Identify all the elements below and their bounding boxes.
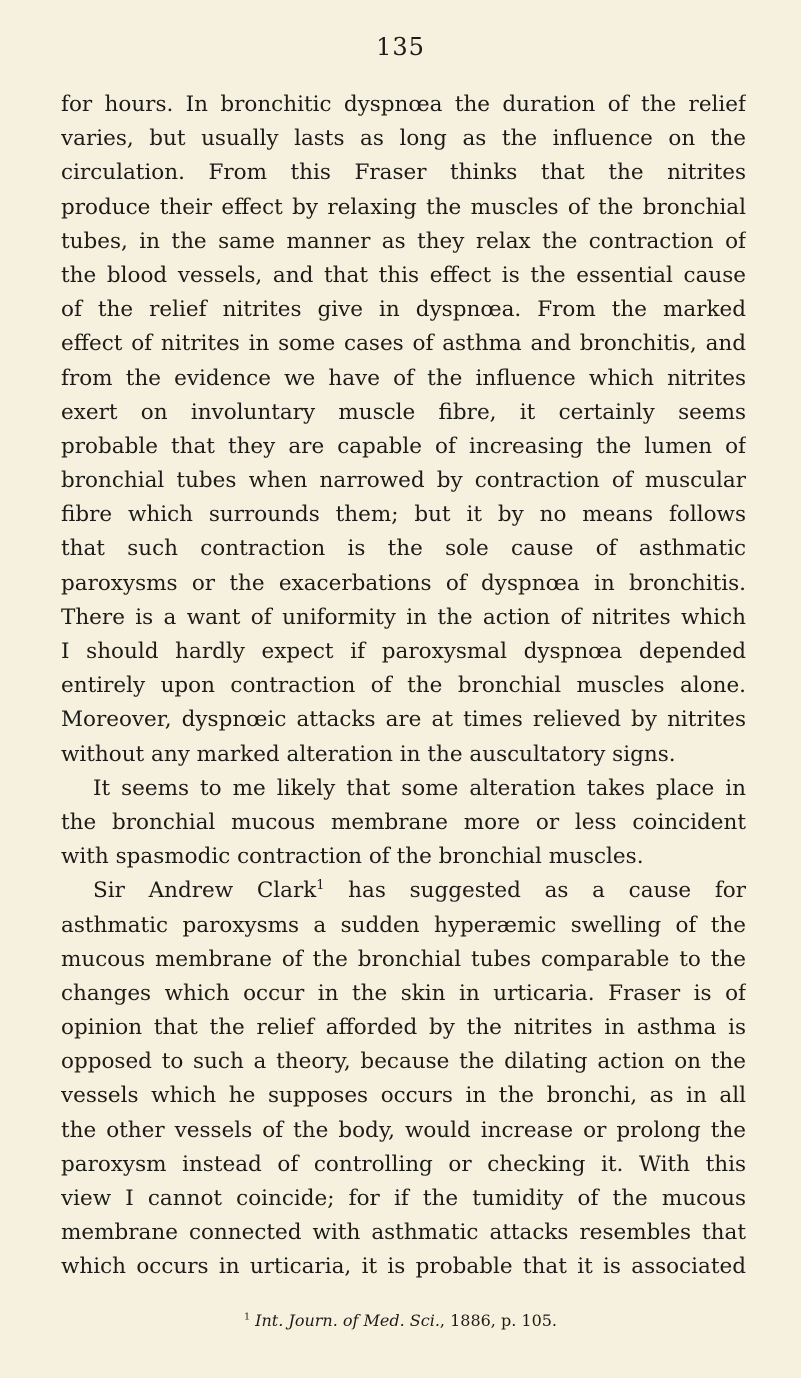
text-line: changes which occur in the skin in urticaria. Fraser is of <box>61 980 746 1006</box>
footnote <box>0 1311 801 1331</box>
text-line: circulation. From this Fraser thinks that the nitrites <box>61 160 746 186</box>
author-name: Sir Andrew Clark <box>93 878 317 904</box>
text-line: asthmatic paroxysms a sudden hyperæmic swelling of the <box>61 912 746 938</box>
text-line: exert on involuntary muscle fibre, it certainly seems <box>61 399 746 425</box>
footnote-reference: 1 <box>316 878 325 894</box>
text-line: varies, but usually lasts as long as the influence on the <box>61 126 746 152</box>
text-line: There is a want of uniformity in the action of nitrites which <box>61 604 746 630</box>
body-text <box>61 88 746 1285</box>
text-line: entirely upon contraction of the bronchial muscles alone. <box>61 673 746 699</box>
text-line: paroxysm instead of controlling or checking it. With this <box>61 1151 746 1177</box>
text-line: produce their effect by relaxing the muscles of the bronchial <box>61 194 746 220</box>
footnote-details: , 1886, p. 105. <box>439 1311 558 1330</box>
paragraph-end-line: with spasmodic contraction of the bronchial muscles. <box>61 844 644 870</box>
page-number: 135 <box>376 33 425 61</box>
text-line: opinion that the relief afforded by the nitrites in asthma is <box>61 1015 746 1041</box>
paragraph-start-line <box>61 874 746 908</box>
paragraph-start-line: It seems to me likely that some alteration takes place in <box>93 775 746 801</box>
text-line: I should hardly expect if paroxysmal dyspnœa depended <box>61 639 746 664</box>
text-line: tubes, in the same manner as they relax the contraction of <box>61 228 746 254</box>
text-line: for hours. In bronchitic dyspnœa the duration of the relief <box>61 92 746 117</box>
text-line: view I cannot coincide; for if the tumidity of the mucous <box>61 1186 746 1211</box>
text-line: the blood vessels, and that this effect is the essential cause <box>61 262 746 288</box>
footnote-mark: 1 <box>243 1311 251 1323</box>
text-line: of the relief nitrites give in dyspnœa. From the marked <box>61 297 746 323</box>
text-line: bronchial tubes when narrowed by contraction of muscular <box>61 468 746 494</box>
text-line: paroxysms or the exacerbations of dyspnœa in bronchitis. <box>61 570 746 596</box>
text-line: vessels which he supposes occurs in the bronchi, as in all <box>61 1083 746 1109</box>
text-line: the other vessels of the body, would increase or prolong the <box>61 1117 746 1143</box>
paragraph-end-line: without any marked alteration in the auscultatory signs. <box>61 741 676 767</box>
text-line: which occurs in urticaria, it is probable that it is associated <box>61 1254 746 1280</box>
text-line: Moreover, dyspnœic attacks are at times relieved by nitrites <box>61 707 746 733</box>
footnote-journal: Int. Journ. of Med. Sci. <box>255 1311 440 1330</box>
text-line: effect of nitrites in some cases of asthma and bronchitis, and <box>61 331 746 357</box>
text-line: mucous membrane of the bronchial tubes comparable to the <box>61 946 746 972</box>
text-line: the bronchial mucous membrane more or less coincident <box>61 809 746 835</box>
text-line: opposed to such a theory, because the dilating action on the <box>61 1049 746 1075</box>
text-line: that such contraction is the sole cause of asthmatic <box>61 536 746 562</box>
text-line: fibre which surrounds them; but it by no means follows <box>61 502 746 528</box>
text-line: probable that they are capable of increasing the lumen of <box>61 433 746 459</box>
text-line: membrane connected with asthmatic attacks resembles that <box>61 1220 746 1246</box>
text-continuation: has suggested as a cause for <box>324 878 746 904</box>
text-line: from the evidence we have of the influence which nitrites <box>61 365 746 391</box>
